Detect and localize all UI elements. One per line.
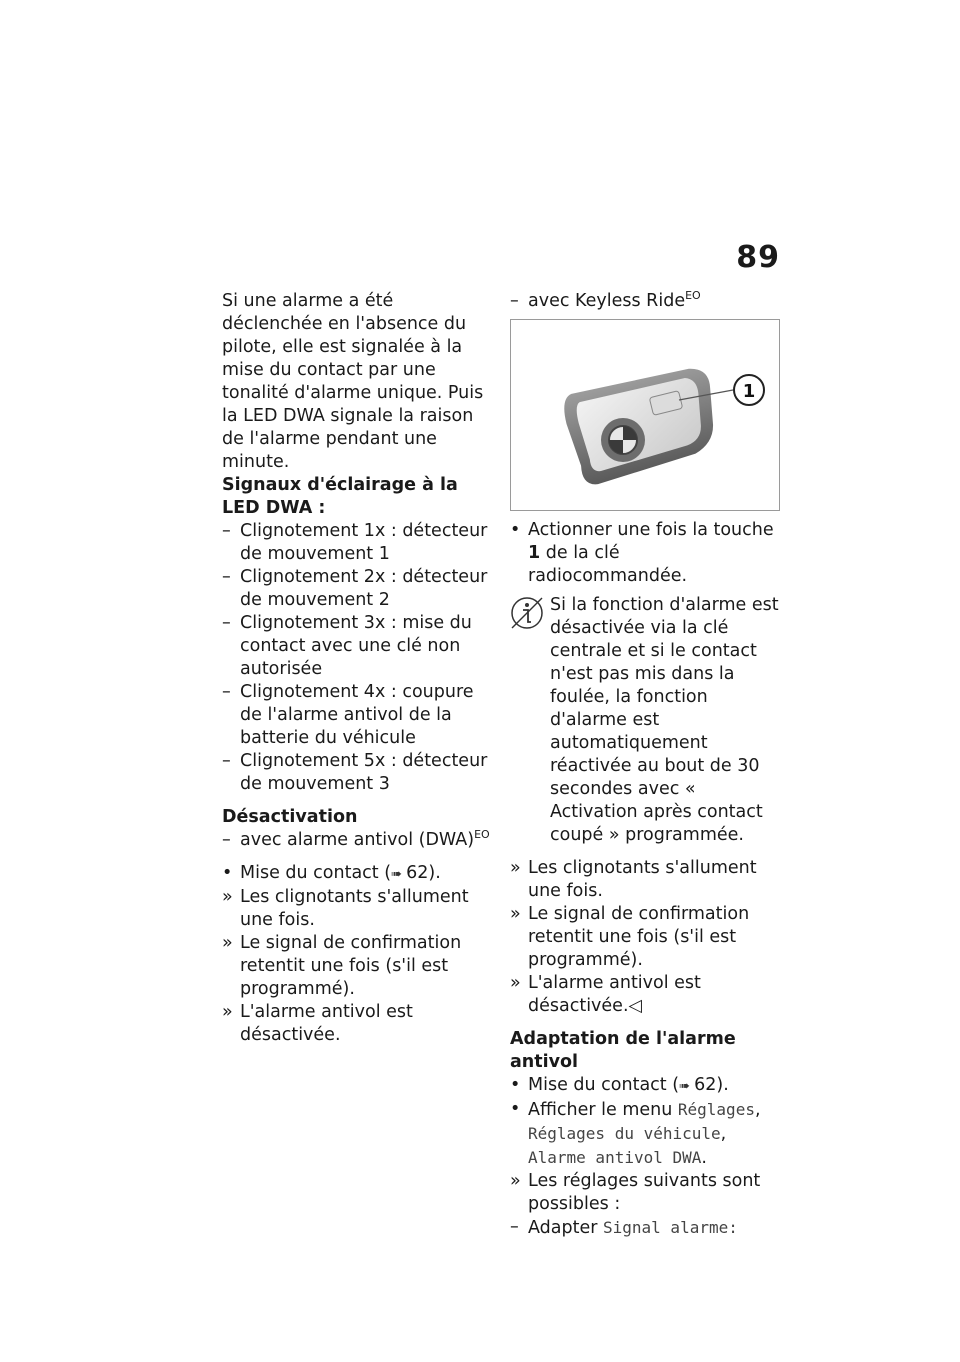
result-marker: » [510,904,521,924]
key-fob-figure [510,319,780,511]
bullet-marker: • [510,1099,521,1119]
bullet-marker: • [510,520,521,540]
page-ref-arrow-icon: ➠ [679,1079,695,1094]
step-contact: • Mise du contact (➠ 62). [510,1075,729,1095]
eo-marker: EO [474,828,490,841]
result-item: » Les clignotants s'allument une fois. [510,858,757,901]
result-marker: » [510,973,521,993]
signal-alarm-setting: Signal alarme: [603,1218,738,1237]
list-item: – Clignotement 1x : détecteur de mouvement 1 [222,521,488,564]
key-fob-illustration [511,320,779,510]
page-number: 89 [736,240,780,275]
dash-marker: – [222,521,231,541]
menu-path-1: Réglages [677,1100,755,1119]
bullet-marker: • [222,863,233,883]
heading-led-signals: Signaux d'éclairage à la LED DWA : [222,475,458,518]
dash-marker: – [222,613,231,633]
dash-marker: – [222,830,231,850]
result-marker: » [222,933,233,953]
step-menu: • Afficher le menu Réglages, Réglages du véhicule, Alarme antivol DWA. [510,1099,761,1168]
step-button: • Actionner une fois la touche 1 de la clé radiocommandée. [510,520,774,586]
result-marker: » [222,1002,233,1022]
result-item: » Le signal de confirmation retentit une fois (s'il est programmé). [510,904,750,970]
result-item: » Les réglages suivants sont possibles : [510,1171,761,1214]
heading-adaptation: Adaptation de l'alarme antivol [510,1029,736,1072]
intro-paragraph: Si une alarme a été déclenchée en l'absence du pilote, elle est signalée à la mise du contact par une tonalité d'alarme unique. Puis la LED DWA signale la raison de l'alarme pendant une minute. [222,291,484,472]
info-note: Si la fonction d'alarme est désactivée via la clé centrale et si le contact n'est pas mis dans la foulée, la fonction d'alarme est automatiquement réactivée au bout de 30 secondes avec « Activation après contact coupé » programmée. [510,594,782,847]
step-contact: • Mise du contact (➠ 62). [222,863,441,883]
condition-keyless: – avec Keyless Ride$^{EO}$ [510,289,701,311]
result-marker: » [222,887,233,907]
dash-marker: – [510,1217,519,1237]
condition-dwa: – avec alarme antivol (DWA)$^{EO}$ [222,828,490,850]
eo-marker: EO [685,289,701,302]
info-icon [510,596,544,630]
result-item: » Le signal de confirmation retentit une fois (s'il est programmé). [222,933,462,999]
dash-marker: – [510,291,519,311]
list-item: – Clignotement 3x : mise du contact avec une clé non autorisée [222,613,472,679]
dash-marker: – [222,751,231,771]
right-column [510,290,782,1240]
result-item: » L'alarme antivol est désactivée. [222,1002,413,1045]
end-marker: ◁ [628,996,642,1016]
result-marker: » [510,1171,521,1191]
result-item: » Les clignotants s'allument une fois. [222,887,469,930]
list-item: – Clignotement 5x : détecteur de mouvement 3 [222,751,488,794]
list-item: – Clignotement 2x : détecteur de mouvement 2 [222,567,488,610]
result-item: » L'alarme antivol est désactivée.◁ [510,973,701,1016]
left-column [222,290,492,1047]
callout-number: 1 [742,381,756,402]
dash-marker: – [222,682,231,702]
adapt-item: – Adapter Signal alarme: [510,1217,738,1238]
page-ref-arrow-icon: ➠ [391,867,407,882]
dash-marker: – [222,567,231,587]
bullet-marker: • [510,1075,521,1095]
menu-path-2: Réglages du véhicule [528,1124,721,1143]
menu-path-3: Alarme antivol DWA [528,1148,702,1167]
result-marker: » [510,858,521,878]
list-item: – Clignotement 4x : coupure de l'alarme antivol de la batterie du véhicule [222,682,474,748]
heading-deactivation: Désactivation [222,807,358,827]
